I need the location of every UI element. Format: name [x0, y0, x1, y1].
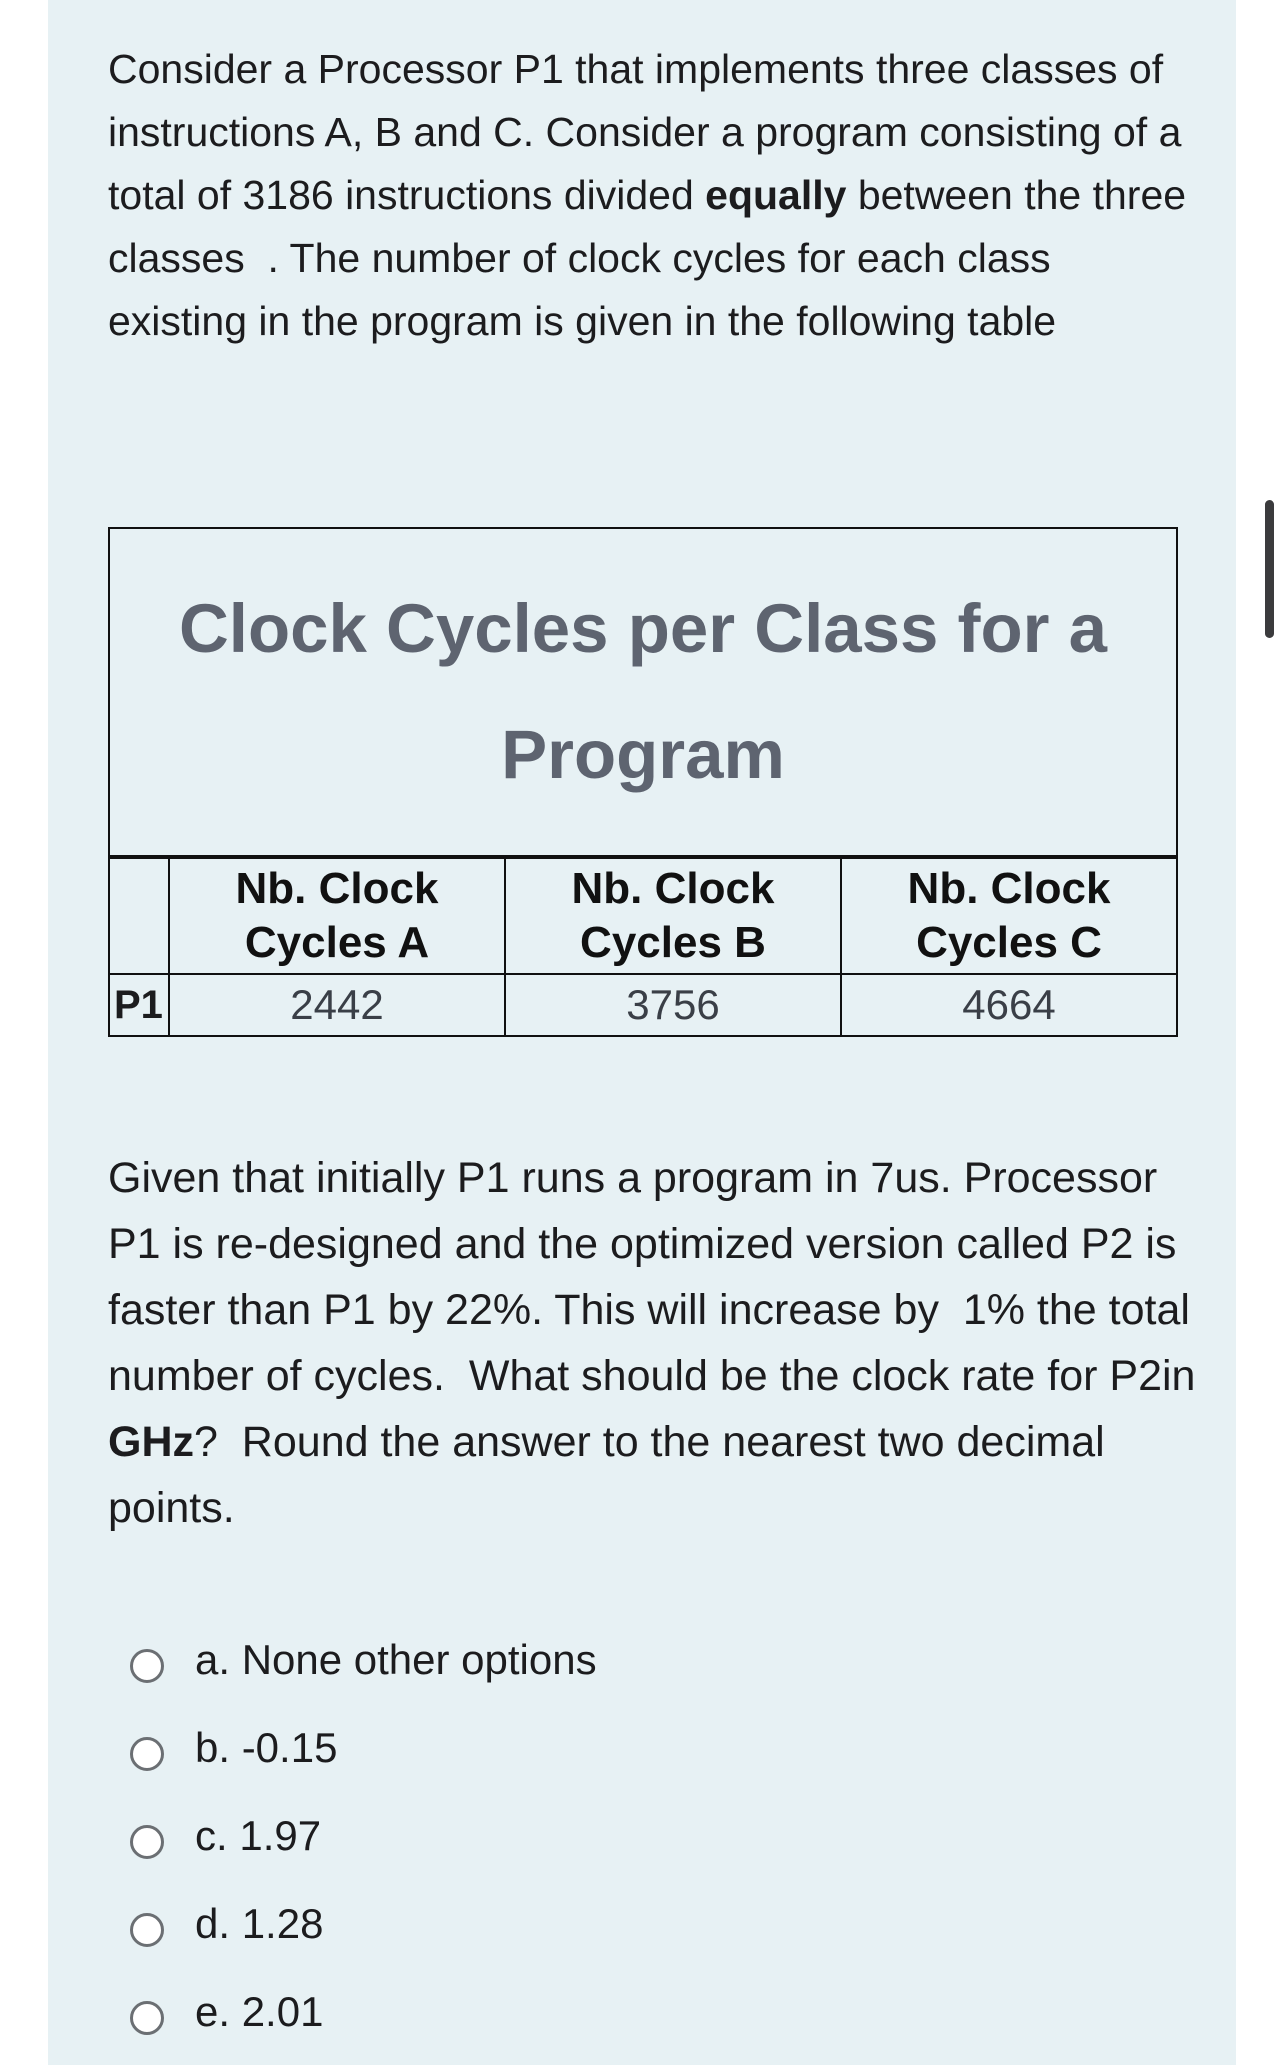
- question-intro: [108, 38, 1188, 353]
- column-header-a: Nb. Clock Cycles A: [169, 857, 505, 974]
- option-e[interactable]: [130, 1968, 597, 2056]
- option-label: e. 2.01: [195, 1988, 324, 2035]
- table-caption: Clock Cycles per Class for a Program: [109, 528, 1177, 857]
- scrollbar-thumb[interactable]: [1265, 500, 1274, 638]
- answer-options: [130, 1616, 597, 2056]
- option-d[interactable]: [130, 1880, 597, 1968]
- value-cycles-b: 3756: [505, 974, 841, 1036]
- question-unit-emphasis: GHz: [108, 1418, 194, 1466]
- radio-button-icon[interactable]: [130, 1649, 164, 1683]
- value-cycles-c: 4664: [841, 974, 1177, 1036]
- radio-button-icon[interactable]: [130, 1825, 164, 1859]
- option-label: a. None other options: [195, 1636, 597, 1683]
- table-row: [109, 974, 1177, 1036]
- option-label: d. 1.28: [195, 1900, 324, 1947]
- option-a[interactable]: [130, 1616, 597, 1704]
- value-cycles-a: 2442: [169, 974, 505, 1036]
- question-text-end: ? Round the answer to the nearest two decimal points.: [108, 1418, 1105, 1532]
- question-text-start: Given that initially P1 runs a program in 7us. Processor P1 is re-designed and the optimized version called P2 is faster than P1 by 22%. This will increase by 1% the total number of cycles. What should be the clock rate for P2in: [108, 1154, 1196, 1400]
- intro-text: Consider a Processor P1 that implements three classes of instructions A, B and C. Consider a program consisting of a total of 3186 instructions divided: [108, 46, 1182, 218]
- intro-emphasis: equally: [705, 172, 847, 218]
- radio-button-icon[interactable]: [130, 2001, 164, 2035]
- table-corner-cell: [109, 857, 169, 974]
- radio-button-icon[interactable]: [130, 1737, 164, 1771]
- option-c[interactable]: [130, 1792, 597, 1880]
- column-header-b: Nb. Clock Cycles B: [505, 857, 841, 974]
- question-text: [108, 1145, 1198, 1541]
- intro-text-continued: between the three classes . The number of clock cycles for each class existing in the program is given in the following table: [108, 172, 1187, 344]
- row-label-p1: P1: [109, 974, 169, 1036]
- clock-cycles-table: [108, 527, 1178, 1037]
- option-b[interactable]: [130, 1704, 597, 1792]
- option-label: c. 1.97: [195, 1812, 322, 1859]
- radio-button-icon[interactable]: [130, 1913, 164, 1947]
- column-header-c: Nb. Clock Cycles C: [841, 857, 1177, 974]
- option-label: b. -0.15: [195, 1724, 338, 1771]
